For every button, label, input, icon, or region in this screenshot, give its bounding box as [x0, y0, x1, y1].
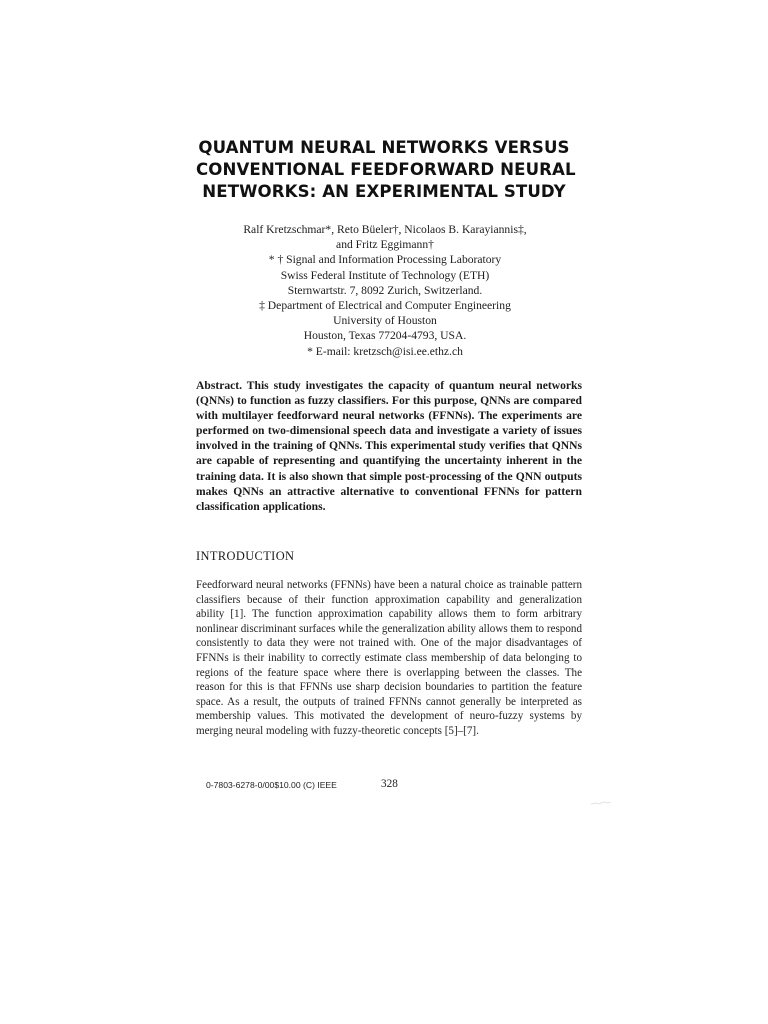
author-names: Ralf Kretzschmar*, Reto Büeler†, Nicolaos B. Karayiannis‡,: [243, 223, 527, 236]
author-names-cont: and Fritz Eggimann†: [336, 238, 434, 252]
affiliation-address: Sternwartstr. 7, 8092 Zurich, Switzerland.: [287, 283, 483, 297]
introduction-heading: INTRODUCTION: [196, 549, 295, 563]
title-line-1: QUANTUM NEURAL NETWORKS VERSUS: [198, 138, 570, 157]
affiliation-city: Houston, Texas 77204-4793, USA.: [303, 329, 467, 343]
affiliation-institute: Swiss Federal Institute of Technology (ETH): [280, 268, 490, 282]
abstract-text: This study investigates the capacity of quantum neural networks (QNNs) to function as fuzzy classifiers. For this purpose, QNNs are compared with multilayer feedforward neural networks (FFNNs). The experiments are performed on two-dimensional speech data and investigate a variety of issues involved in the training of QNNs. This experimental study verifies that QNNs are capable of representing and quantifying the uncertainty inherent in the training data. It is also shown that simple post-processing of the QNN outputs makes QNNs an attractive alternative to conventional FFNNs for pattern classification applications.: [196, 379, 582, 513]
title-line-3: NETWORKS: AN EXPERIMENTAL STUDY: [202, 182, 566, 201]
introduction-paragraph: Feedforward neural networks (FFNNs) have been a natural choice as trainable pattern classifiers because of their function approximation capability and generalization ability [1]. The function approximation capability allows them to form arbitrary nonlinear discriminant surfaces while the generalization ability allows them to respond consistently to data they were not trained with. One of the major disadvantages of FFNNs is their inability to correctly estimate class membership of data belonging to regions of the feature space where there is overlapping between the classes. The reason for this is that FFNNs use sharp decision boundaries to partition the feature space. As a result, the outputs of trained FFNNs cannot generally be interpreted as membership values. This motivated the development of neuro-fuzzy systems by merging neural modeling with fuzzy-theoretic concepts [5]–[7].: [196, 579, 582, 737]
affiliation-lab: * † Signal and Information Processing Laboratory: [268, 253, 502, 267]
abstract-label: Abstract.: [196, 379, 243, 392]
copyright-notice: 0-7803-6278-0/00$10.00 (C) IEEE: [206, 780, 337, 790]
affiliation-university: University of Houston: [333, 314, 437, 328]
scan-speck: [590, 800, 612, 806]
paper-title: [196, 137, 576, 203]
page-number: 328: [381, 778, 398, 790]
title-line-2: CONVENTIONAL FEEDFORWARD NEURAL: [196, 160, 576, 179]
author-block: [180, 222, 590, 359]
affiliation-department: ‡ Department of Electrical and Computer Engineering: [259, 299, 511, 313]
author-email: * E-mail: kretzsch@isi.ee.ethz.ch: [307, 344, 463, 358]
abstract-paragraph: [196, 378, 582, 514]
